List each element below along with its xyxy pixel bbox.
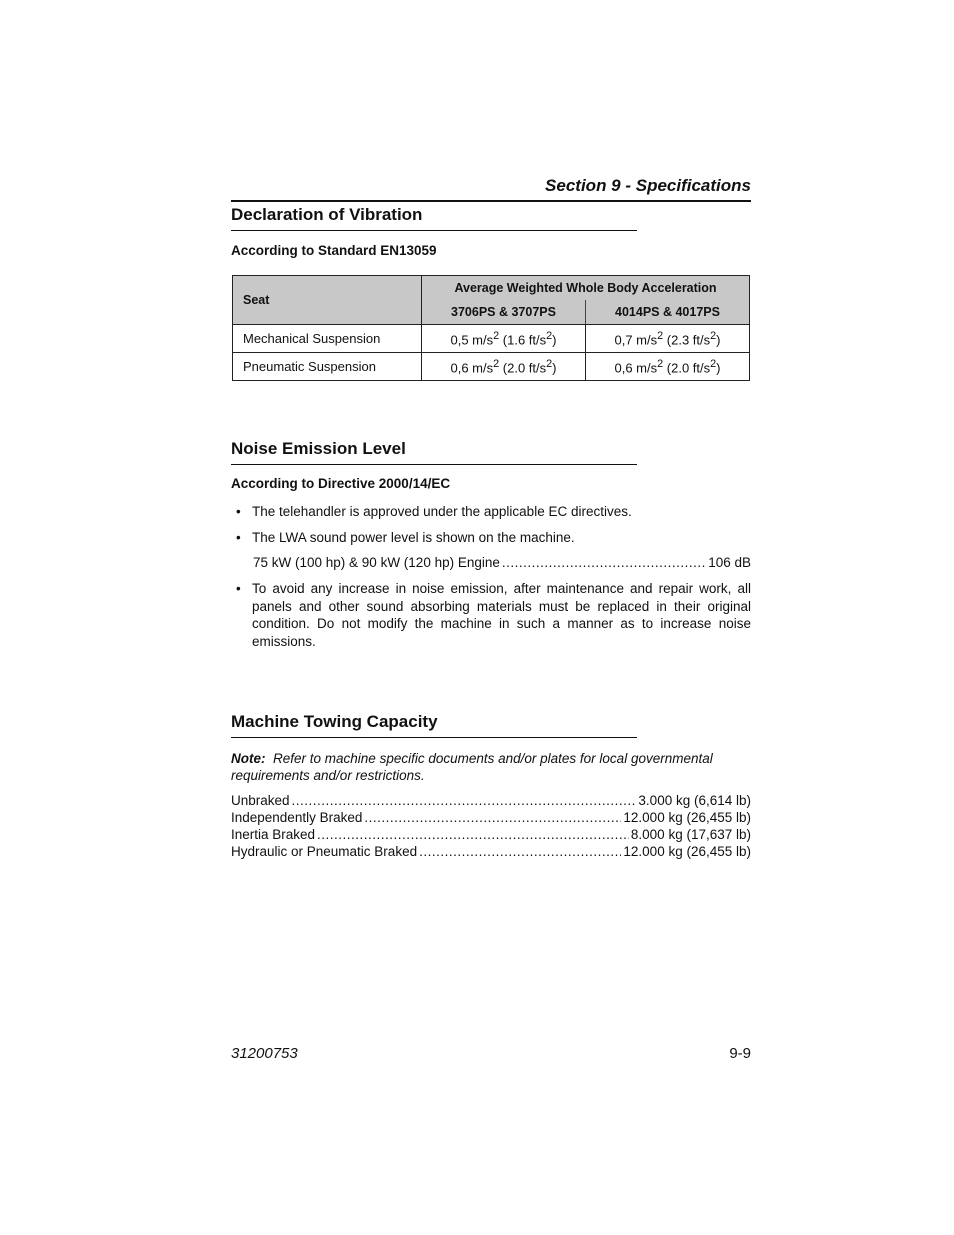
noise-directive: According to Directive 2000/14/EC	[231, 476, 451, 491]
note-text: Refer to machine specific documents and/or plates for local governmental requirements and/or restrictions.	[231, 751, 713, 783]
section-title: Section 9 - Specifications	[231, 176, 751, 202]
engine-label: 75 kW (100 hp) & 90 kW (120 hp) Engine	[253, 555, 500, 570]
leader-dots	[502, 554, 706, 571]
group-header: Average Weighted Whole Body Acceleration	[422, 276, 750, 301]
towing-heading: Machine Towing Capacity	[231, 712, 637, 738]
list-item: Unbraked ..... 3.000 kg (6,614 lb)	[231, 792, 751, 809]
leader-dots	[364, 809, 621, 826]
towing-note	[231, 750, 751, 784]
list-item: • To avoid any increase in noise emission, after maintenance and repair work, all panels and other sound absorbing materials must be replaced in their original condition. Do not modify the machine in such a manner as to increase noise emissions.	[231, 580, 751, 650]
list-item: • The LWA sound power level is shown on the machine.	[231, 529, 751, 547]
table-row	[233, 325, 750, 353]
list-item: Hydraulic or Pneumatic Braked ..... 12.000 kg (26,455 lb)	[231, 843, 751, 860]
value-cell: 0,6 $m/s^2$ (2.0 $ft/s^2$)	[586, 353, 750, 381]
doc-number: 31200753	[231, 1045, 298, 1062]
vibration-table	[232, 275, 750, 381]
col-a-header: 3706PS & 3707PS	[422, 300, 586, 325]
row-label: Mechanical Suspension	[233, 325, 422, 353]
leader-dots	[292, 792, 637, 809]
vibration-heading: Declaration of Vibration	[231, 205, 637, 231]
engine-value: 106 dB	[708, 555, 751, 570]
noise-bullets	[231, 503, 751, 650]
vibration-standard: According to Standard EN13059	[231, 243, 437, 258]
engine-noise-row	[231, 554, 751, 571]
page-number: 9-9	[729, 1045, 751, 1062]
value-cell: 0,7 $m/s^2$ (2.3 $ft/s^2$)	[586, 325, 750, 353]
list-item: Independently Braked ..... 12.000 kg (26,455 lb)	[231, 809, 751, 826]
col-b-header: 4014PS & 4017PS	[586, 300, 750, 325]
value-cell: 0,5 $m/s^2$ (1.6 $ft/s^2$)	[422, 325, 586, 353]
leader-dots	[317, 826, 629, 843]
leader-dots	[419, 843, 621, 860]
row-label: Pneumatic Suspension	[233, 353, 422, 381]
col-seat-header: Seat	[233, 276, 422, 325]
list-item: • The telehandler is approved under the applicable EC directives.	[231, 503, 751, 521]
towing-list	[231, 792, 751, 860]
value-cell: 0,6 $m/s^2$ (2.0 $ft/s^2$)	[422, 353, 586, 381]
list-item: Inertia Braked ..... 8.000 kg (17,637 lb)	[231, 826, 751, 843]
table-row	[233, 353, 750, 381]
noise-heading: Noise Emission Level	[231, 439, 637, 465]
note-label: Note:	[231, 751, 266, 766]
